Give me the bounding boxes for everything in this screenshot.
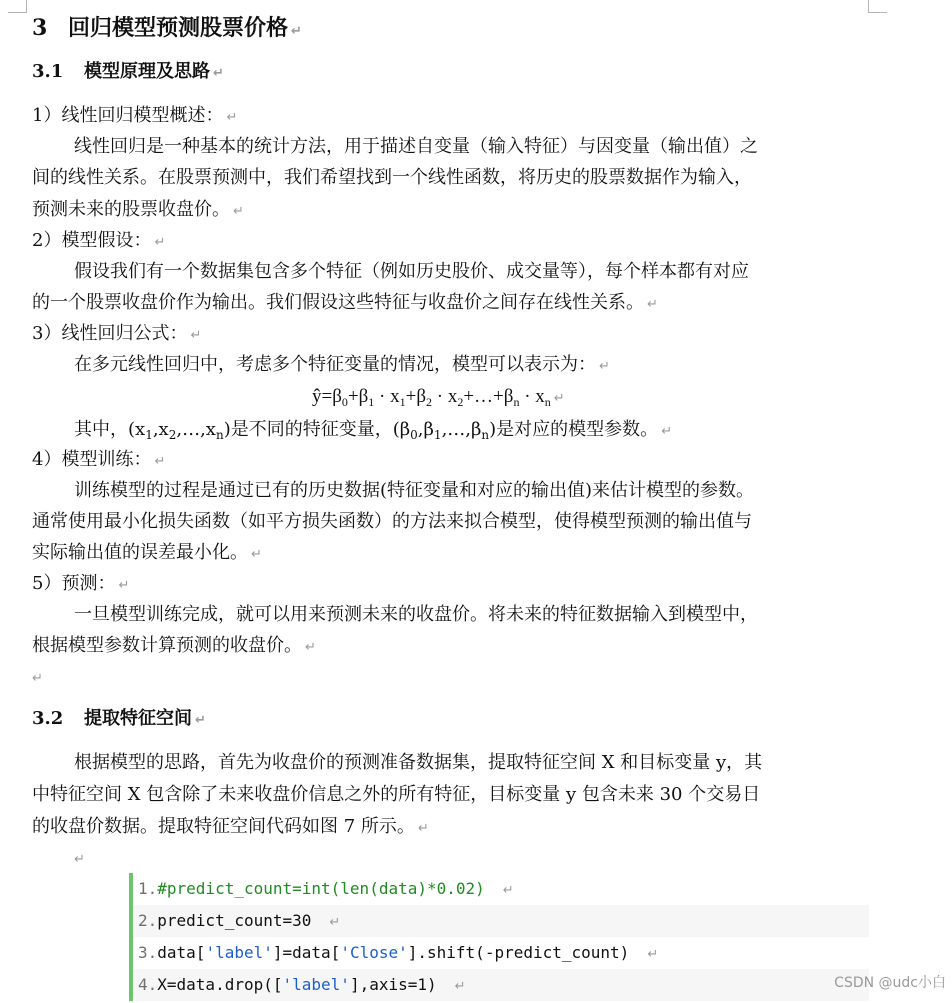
heading-number: 3.1	[32, 61, 64, 82]
paragraph-mark-icon: ↵	[154, 235, 166, 250]
section-heading-3-1	[32, 60, 224, 86]
paragraph-mark-icon: ↵	[502, 883, 514, 898]
paragraph-line: 根据模型的思路，首先为收盘价的预测准备数据集，提取特征空间 X 和目标变量 y，其	[74, 752, 763, 773]
paragraph-mark-icon: ↵	[417, 821, 429, 836]
paragraph-line: 的一个股票收盘价作为输出。我们假设这些特征与收盘价之间存在线性关系。 ↵	[32, 292, 658, 313]
section-heading-3	[32, 16, 302, 44]
paragraph-mark-icon: ↵	[599, 359, 610, 374]
heading-number: 3.2	[32, 708, 64, 729]
paragraph-mark-icon: ↵	[553, 391, 565, 406]
code-line[interactable]	[133, 873, 869, 905]
heading-number: 3	[32, 15, 48, 41]
heading-text: 模型原理及思路	[84, 61, 210, 82]
heading-text: 回归模型预测股票价格	[68, 15, 289, 41]
regression-formula: $ŷ=\beta_0+\beta_1 \cdot x_1+\beta_2$ · $x_2+\dots+\beta_n \cdot x_n$ ↵	[312, 386, 565, 409]
code-block[interactable]	[129, 873, 869, 1001]
paragraph-mark-icon: ↵	[647, 947, 659, 962]
paragraph-mark-icon: ↵	[305, 640, 316, 655]
paragraph-mark-icon: ↵	[233, 204, 244, 219]
page-corner-mark-right	[868, 0, 887, 13]
paragraph-line: 在多元线性回归中，考虑多个特征变量的情况，模型可以表示为： ↵	[74, 354, 610, 375]
code-comment: #predict_count=int(len(data)*0.02)	[157, 879, 485, 898]
paragraph-line: 训练模型的过程是通过已有的历史数据(特征变量和对应的输出值)来估计模型的参数。	[74, 480, 755, 501]
paragraph-mark-icon: ↵	[154, 454, 166, 469]
paragraph-mark-icon: ↵	[213, 66, 224, 81]
paragraph-mark-icon: ↵	[647, 297, 658, 312]
paragraph-line: 预测未来的股票收盘价。 ↵	[32, 199, 244, 220]
formula-explanation: 其中，$(x_1,x_2,\dots,x_n)$是不同的特征变量，$(\beta_0,\beta_1,\dots,\beta_n)$是对应的模型参数。 ↵	[74, 419, 673, 442]
paragraph-line: 假设我们有一个数据集包含多个特征（例如历史股价、成交量等），每个样本都有对应	[74, 261, 749, 282]
paragraph-line: 间的线性关系。在股票预测中，我们希望找到一个线性函数，将历史的股票数据作为输入，	[32, 167, 752, 188]
code-text: predict_count=30	[157, 911, 312, 930]
paragraph-mark-icon: ↵	[454, 979, 466, 994]
paragraph-mark-icon: ↵	[329, 915, 341, 930]
line-number: 1.	[138, 879, 158, 898]
paragraph-line: 根据模型参数计算预测的收盘价。 ↵	[32, 635, 316, 656]
subsection-title-5: 5）预测： ↵	[32, 573, 130, 594]
line-number: 3.	[138, 943, 158, 962]
subsection-title-2: 2）模型假设： ↵	[32, 230, 166, 251]
paragraph-mark-icon: ↵	[661, 424, 673, 439]
code-line[interactable]	[133, 905, 869, 937]
paragraph-mark-icon: ↵	[291, 24, 302, 39]
paragraph-line: 实际输出值的误差最小化。 ↵	[32, 542, 262, 563]
empty-paragraph	[74, 846, 85, 872]
paragraph-line: 中特征空间 X 包含除了未来收盘价信息之外的所有特征，目标变量 y 包含未来 30 个交易日	[32, 784, 761, 805]
paragraph-line: 通常使用最小化损失函数（如平方损失函数）的方法来拟合模型，使得模型预测的输出值与	[32, 511, 752, 532]
watermark: CSDN @udc小白	[834, 975, 946, 991]
paragraph-line: 的收盘价数据。提取特征空间代码如图 7 所示。 ↵	[32, 816, 429, 837]
paragraph-mark-icon: ↵	[32, 671, 43, 686]
subsection-title-1: 1）线性回归模型概述： ↵	[32, 105, 238, 126]
empty-paragraph	[32, 665, 43, 691]
paragraph-mark-icon: ↵	[195, 713, 206, 728]
code-line[interactable]: 3.data['label']=data['Close'].shift(-predict_count) ↵	[138, 943, 659, 962]
subsection-title-4: 4）模型训练： ↵	[32, 449, 166, 470]
page-corner-mark-left	[8, 0, 27, 13]
paragraph-mark-icon: ↵	[74, 852, 85, 867]
line-number: 4.	[138, 975, 158, 994]
paragraph-line: 线性回归是一种基本的统计方法，用于描述自变量（输入特征）与因变量（输出值）之	[74, 136, 758, 157]
paragraph-mark-icon: ↵	[190, 328, 202, 343]
code-line[interactable]: 4.X=data.drop(['label'],axis=1) ↵	[133, 969, 869, 1001]
paragraph-mark-icon: ↵	[251, 547, 262, 562]
paragraph-mark-icon: ↵	[118, 578, 130, 593]
section-heading-3-2	[32, 707, 206, 733]
paragraph-line: 一旦模型训练完成，就可以用来预测未来的收盘价。将未来的特征数据输入到模型中，	[74, 604, 758, 625]
heading-text: 提取特征空间	[84, 708, 192, 729]
line-number: 2.	[138, 911, 158, 930]
subsection-title-3: 3）线性回归公式： ↵	[32, 323, 202, 344]
paragraph-mark-icon: ↵	[226, 110, 238, 125]
